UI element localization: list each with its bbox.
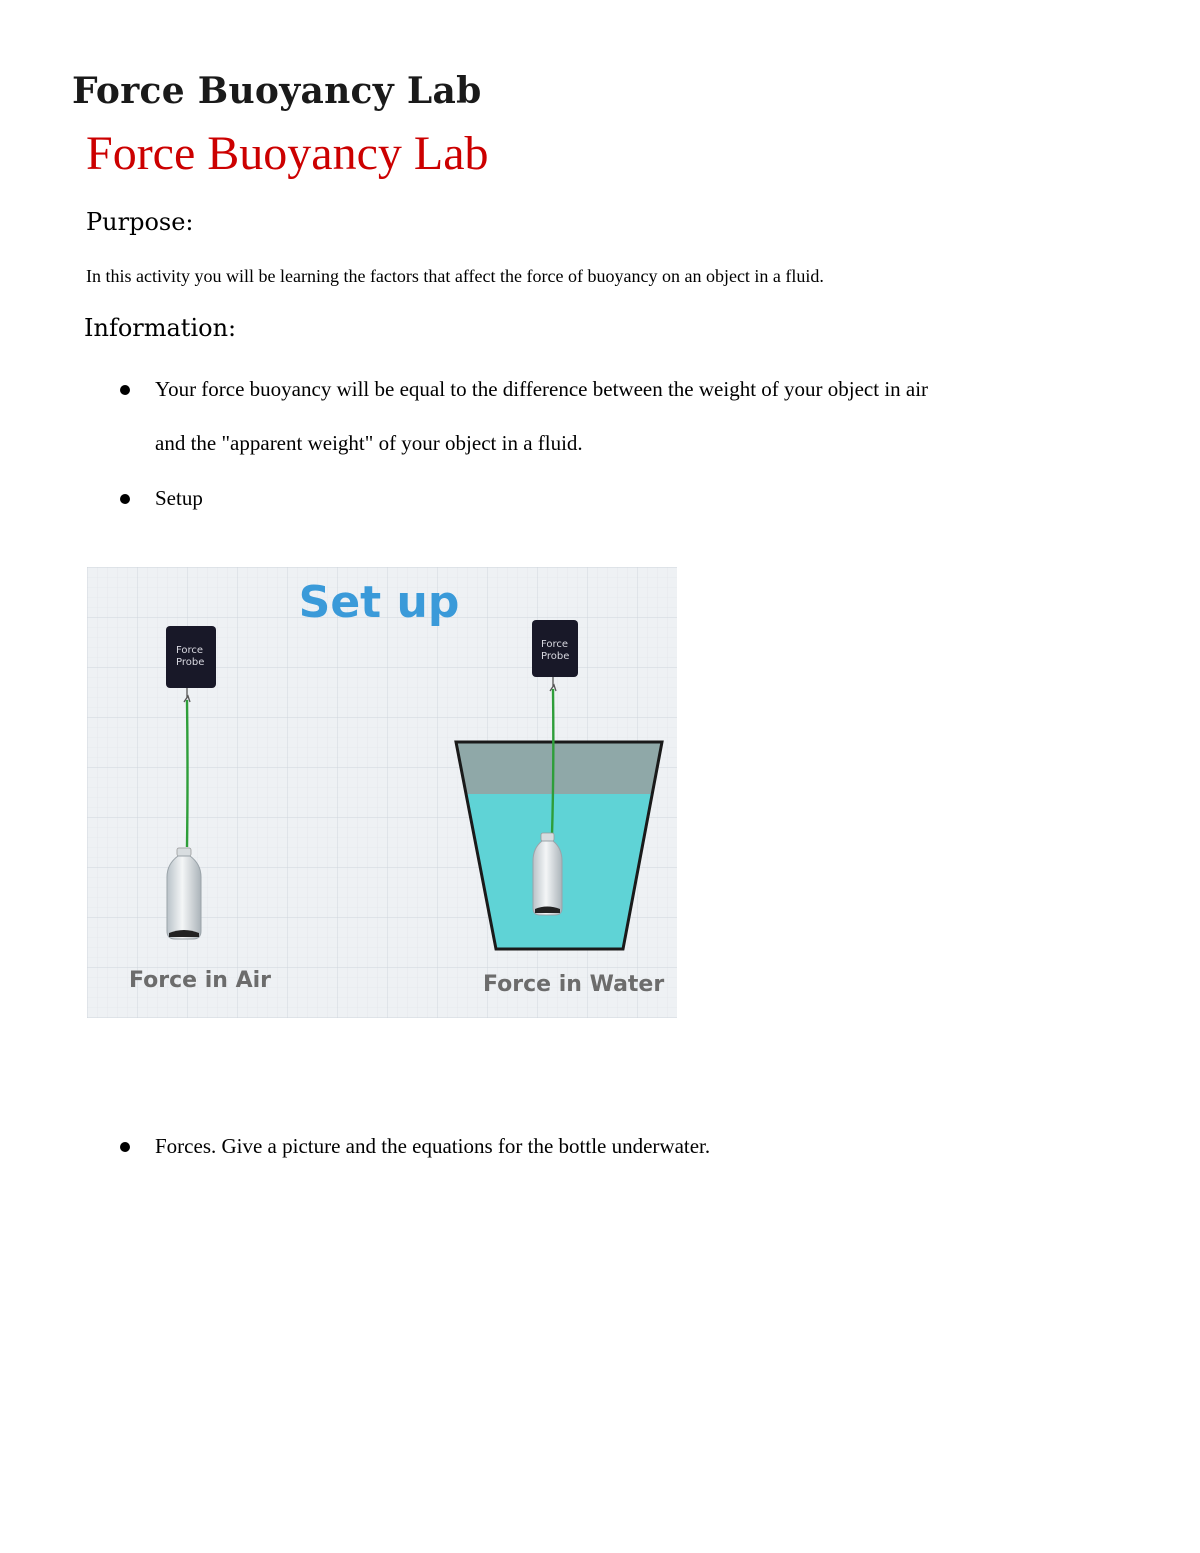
string-line	[552, 689, 553, 835]
label-force-in-air: Force in Air	[129, 968, 272, 993]
setup-figure	[87, 567, 677, 1018]
string-line	[187, 700, 188, 847]
bottle-icon	[167, 848, 201, 939]
document-title: Force Buoyancy Lab	[72, 70, 482, 112]
probe-label-line2: Probe	[541, 651, 570, 662]
probe-label-line1: Force	[541, 639, 569, 650]
bullet-text-buoyancy: Your force buoyancy will be equal to the difference between the weight of your object in air	[155, 377, 929, 401]
bullet-icon	[120, 1141, 132, 1153]
bullet-text-forces: Forces. Give a picture and the equations for the bottle underwater.	[155, 1134, 711, 1158]
figure-title: Set up	[298, 577, 460, 628]
bullet-icon	[120, 493, 132, 505]
bullet-text-buoyancy-cont: and the "apparent weight" of your object in a fluid.	[155, 431, 583, 455]
information-heading: Information:	[84, 314, 237, 342]
probe-label-line2: Probe	[176, 657, 205, 668]
probe-label-line1: Force	[176, 645, 204, 656]
document-subtitle: Force Buoyancy Lab	[86, 127, 489, 180]
bottle-icon	[533, 833, 562, 915]
purpose-text: In this activity you will be learning the factors that affect the force of buoyancy on an object in a fluid.	[86, 266, 824, 286]
purpose-heading: Purpose:	[86, 208, 194, 236]
air-band	[456, 742, 662, 794]
bullet-text-setup: Setup	[155, 486, 203, 510]
bullet-icon	[120, 384, 132, 396]
label-force-in-water: Force in Water	[483, 972, 665, 997]
